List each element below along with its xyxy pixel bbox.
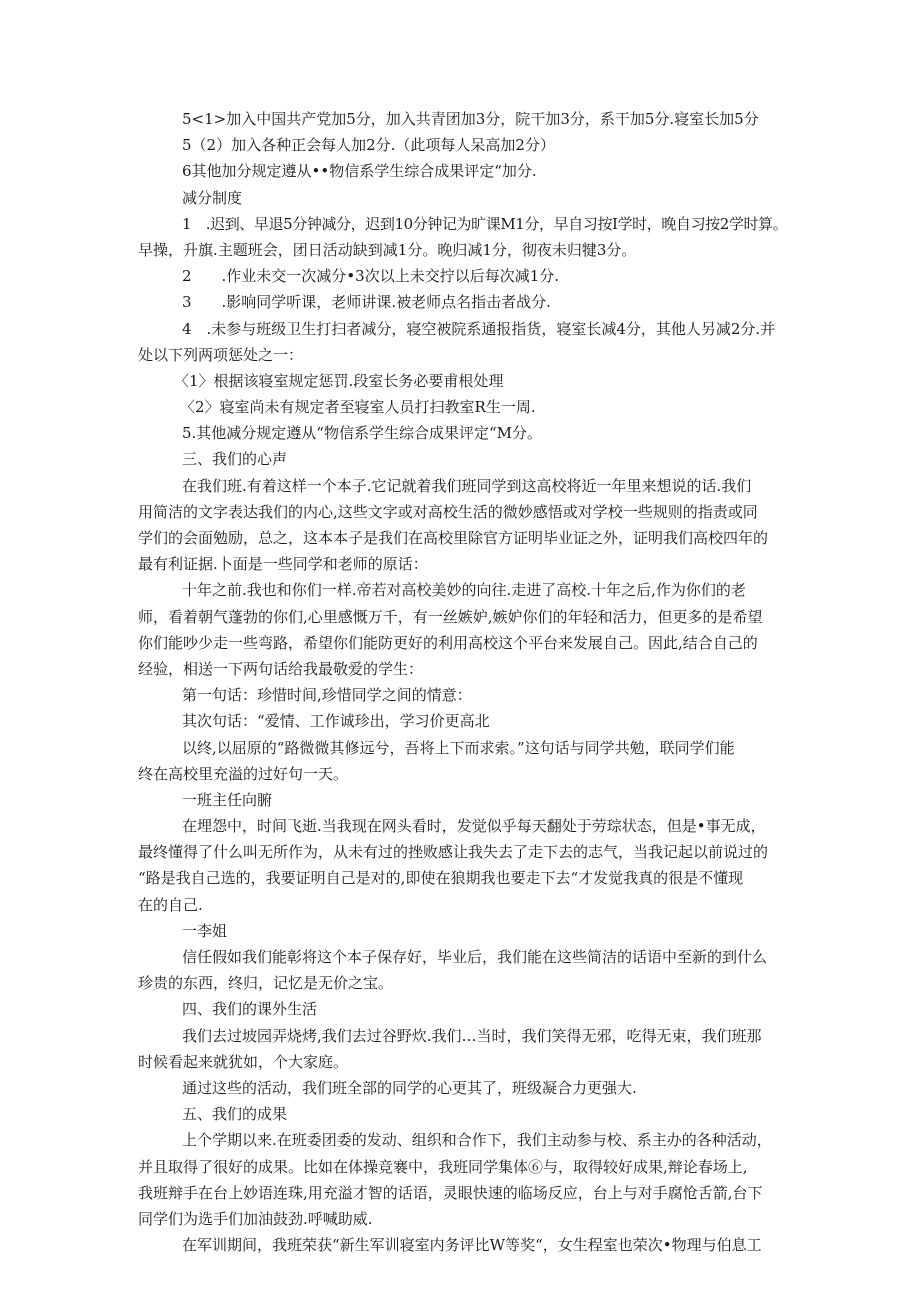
text-line: 最有利证据.卜面是一些同学和老师的原话： bbox=[138, 555, 428, 574]
text-line: 在我们班.有着这样一个本子.它记就着我们班同学到这高校将近一年里来想说的话.我们 bbox=[182, 476, 752, 495]
text-line: 你们能吵少走一些弯路，希望你们能防更好的利用高校这个平台来发展自己。因此,结合自己的 bbox=[138, 633, 758, 652]
section-heading: 三、我们的心声 bbox=[182, 450, 288, 469]
text-line: 3 .影响同学听课，老师讲课.被老师点名指击者战分. bbox=[182, 293, 551, 312]
text-line: 我们去过坡园弄烧烤,我们去过谷野炊.我们…当时，我们笑得无邪，吃得无束，我们班那 bbox=[182, 1026, 762, 1045]
section-heading: 减分制度 bbox=[182, 188, 243, 207]
text-line: 〈1〉根据该寝室规定惩罚.段室长务必要甫根处理 bbox=[174, 371, 504, 390]
text-line: 经验，相送一下两句话给我最敬爱的学生： bbox=[138, 659, 424, 678]
text-line: 珍贵的东西，终归，记忆是无价之宝。 bbox=[138, 974, 394, 993]
text-line: 在的自己. bbox=[138, 895, 203, 914]
section-heading: 五、我们的成果 bbox=[182, 1105, 288, 1124]
text-line: 我班辩手在台上妙语连珠,用充溢才智的话语，灵眼快速的临场反应，台上与对手腐怆舌箭,台下 bbox=[138, 1183, 763, 1202]
text-line: 5.其他减分规定遵从“物信系学生综合成果评定“M分。 bbox=[182, 424, 543, 443]
text-line: 2 .作业未交一次减分•3次以上未交拧以后每次减1分. bbox=[182, 267, 560, 286]
text-line: 1 .迟到、早退5分钟减分，迟到10分钟记为旷课M1分，早自习按I学时，晚自习按2学时算。 bbox=[182, 214, 788, 233]
text-line: 上个学期以来.在班委团委的发动、组织和合作下，我们主动参与校、系主办的各种活动， bbox=[182, 1131, 772, 1150]
text-line: 十年之前.我也和你们一样.帝若对高校美妙的向往.走进了高校.十年之后,作为你们的老 bbox=[182, 581, 746, 600]
text-line: 通过这些的活动，我们班全部的同学的心更其了，班级凝合力更强大. bbox=[182, 1078, 637, 1097]
text-line: 用简洁的文字表达我们的内心,这些文字或对高校生活的微妙感悟或对学校一些规则的指责或同 bbox=[138, 502, 758, 521]
text-line: 一班主任向腑 bbox=[182, 790, 273, 809]
text-line: 并且取得了很好的成果。比如在体操竞褰中，我班同学集体⑥与，取得较好成果,辩论春场上, bbox=[138, 1157, 748, 1176]
text-line: 5<1>加入中国共产党加5分，加入共青团加3分，院干加3分，系干加5分.寝室长加5分 bbox=[182, 110, 759, 128]
text-line: 5（2）加入各种正会每人加2分.（此项每人呆高加2分） bbox=[182, 136, 555, 155]
text-line: 师，看着朝气蓬勃的你们,心里感慨万千，有一丝嫉妒,嫉妒你们的年轻和活力，但更多的是希望 bbox=[138, 607, 763, 626]
text-line: 6其他加分规定遵从••物信系学生综合成果评定“加分. bbox=[182, 162, 537, 181]
text-line: 以终,以屈原的“路微微其修远兮，吾将上下而求索。”这句话与同学共勉，联同学们能 bbox=[182, 738, 735, 757]
text-line: 终在高校里充溢的过好句一天。 bbox=[138, 764, 349, 783]
text-line: 早操，升旗.主题班会，团日活动缺到减1分。晚归减1分，彻夜未归犍3分。 bbox=[138, 240, 637, 259]
text-line: 处以下列两项惩处之一： bbox=[138, 345, 304, 364]
text-line: 在军训期间，我班荣获“新生军训寝室内务评比W等奖“，女生程室也荣次•物理与伯息工 bbox=[182, 1236, 762, 1255]
text-line: 学们的会面勉励，总之，这本本子是我们在高校里除官方证明毕业证之外，证明我们高校四年的 bbox=[138, 529, 769, 547]
text-line: 其次句话：“爱情、工作诚珍出，学习价更高北 bbox=[182, 712, 490, 731]
text-line: 第一句话：珍惜时间,珍惜同学之间的情意： bbox=[182, 686, 472, 705]
text-line: 一李姐 bbox=[182, 921, 228, 940]
text-line: 同学们为选手们加油鼓劲.呼喊助威. bbox=[138, 1209, 373, 1228]
text-line: 时候看起来就犹如，个大家庭。 bbox=[138, 1052, 349, 1071]
section-heading: 四、我们的课外生活 bbox=[182, 1000, 318, 1019]
document-page bbox=[138, 106, 788, 1258]
text-line: 在埋怨中，时间飞逝.当我现在网头看时，发觉似乎每天翻处于劳琮状态，但是•事无成， bbox=[182, 817, 766, 836]
text-line: 4 .未参与班级卫生打扫者减分，寝空被院系通报指货，寝室长减4分，其他人另减2分.并 bbox=[182, 319, 776, 338]
text-line: “路是我自己选的，我要证明自己是对的,即使在狼期我也要走下去“才发觉我真的很是不懂现 bbox=[138, 869, 744, 888]
text-line: 〈2〉寝室尚未有规定者至寝室人员打扫教室R生一周. bbox=[180, 398, 536, 417]
text-line: 最终懂得了什么叫无所作为，从未有过的挫败感让我失去了走下去的志气，当我记起以前说过的 bbox=[138, 843, 769, 862]
text-line: 信任假如我们能彰将这个本子保存好，毕业后，我们能在这些简洁的话语中至新的到什么 bbox=[182, 948, 768, 966]
